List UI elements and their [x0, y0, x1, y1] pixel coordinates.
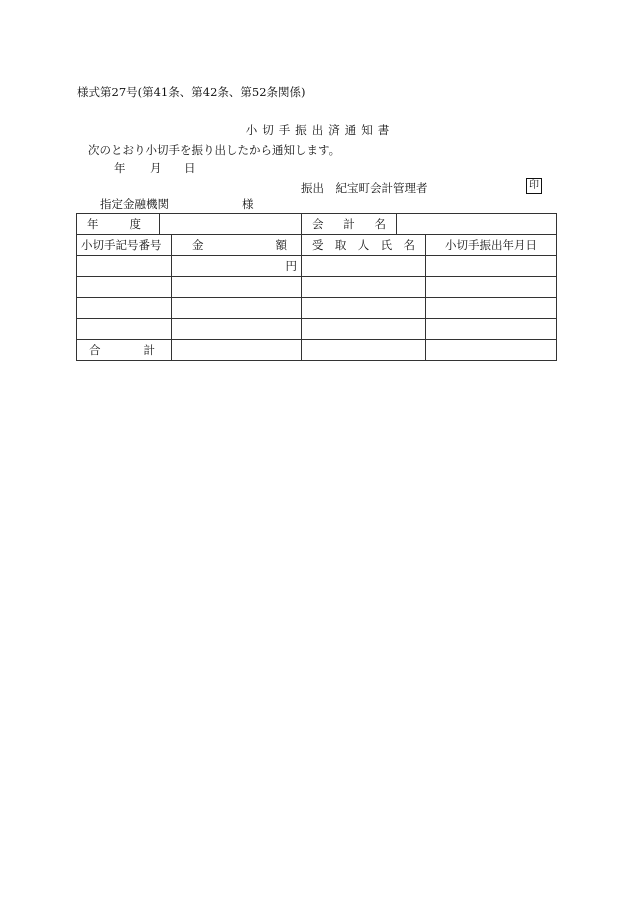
account-value[interactable]	[397, 214, 557, 235]
issuer: 振出 紀宝町会計管理者	[301, 181, 428, 195]
col-amount: 金 額	[172, 235, 302, 256]
cell-amount[interactable]	[172, 298, 302, 319]
cell-payee[interactable]	[302, 256, 426, 277]
fiscal-row	[77, 214, 557, 235]
cell-issue-date[interactable]	[426, 319, 557, 340]
col-issue-date: 小切手振出年月日	[426, 235, 557, 256]
cell-amount[interactable]	[172, 256, 302, 277]
col-payee: 受 取 人 氏 名	[302, 235, 426, 256]
cell-issue-date[interactable]	[426, 277, 557, 298]
bank-honorific: 様	[242, 197, 254, 211]
table-row	[77, 277, 557, 298]
total-issue-date[interactable]	[426, 340, 557, 361]
cell-check-number[interactable]	[77, 277, 172, 298]
total-label: 合 計	[77, 340, 172, 361]
header-row	[77, 235, 557, 256]
cell-issue-date[interactable]	[426, 256, 557, 277]
total-payee[interactable]	[302, 340, 426, 361]
cell-check-number[interactable]	[77, 298, 172, 319]
table-row	[77, 298, 557, 319]
seal-mark: 印	[526, 178, 542, 194]
form-number: 様式第27号(第41条、第42条、第52条関係)	[77, 85, 306, 99]
date-line	[114, 161, 196, 175]
cell-check-number[interactable]	[77, 319, 172, 340]
total-row	[77, 340, 557, 361]
fiscal-year-label: 年 度	[77, 214, 160, 235]
account-label: 会 計 名	[302, 214, 397, 235]
cell-check-number[interactable]	[77, 256, 172, 277]
cell-payee[interactable]	[302, 277, 426, 298]
col-check-number: 小切手記号番号	[77, 235, 172, 256]
date-day: 日	[184, 161, 196, 175]
table-row	[77, 256, 557, 277]
intro-text: 次のとおり小切手を振り出したから通知します。	[88, 143, 341, 157]
table-row	[77, 319, 557, 340]
check-table	[76, 213, 557, 361]
date-month: 月	[150, 161, 162, 175]
yen-unit: 円	[285, 259, 297, 273]
cell-amount[interactable]	[172, 277, 302, 298]
document-title: 小切手振出済通知書	[245, 123, 395, 137]
cell-issue-date[interactable]	[426, 298, 557, 319]
cell-amount[interactable]	[172, 319, 302, 340]
fiscal-year-value[interactable]	[160, 214, 302, 235]
date-year: 年	[114, 161, 126, 175]
cell-payee[interactable]	[302, 319, 426, 340]
total-amount[interactable]	[172, 340, 302, 361]
bank-name-label: 指定金融機関	[100, 197, 169, 211]
cell-payee[interactable]	[302, 298, 426, 319]
